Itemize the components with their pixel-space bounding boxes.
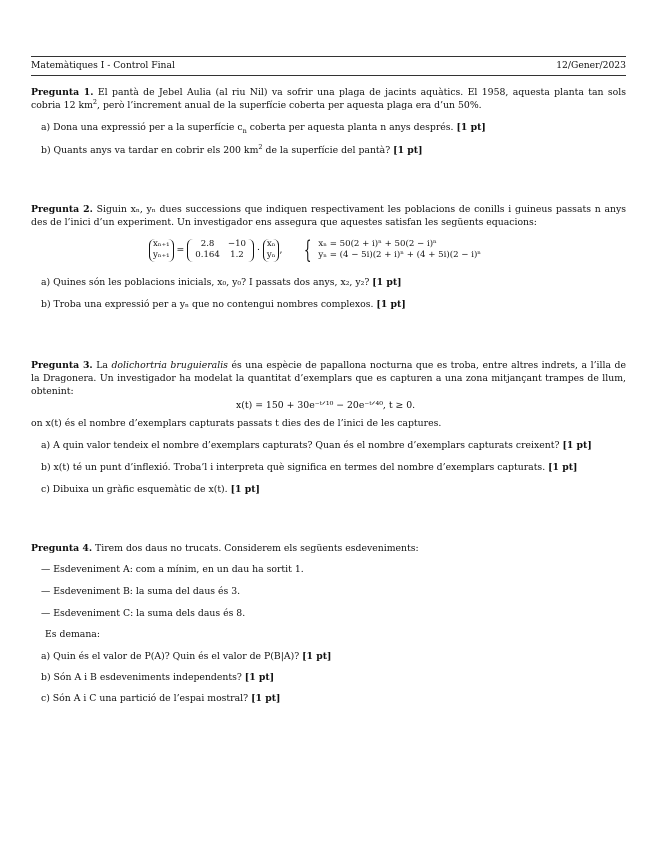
rhs-vector [263,239,280,262]
part-text: c) Dibuixa un gràfic esquemàtic de x(t). [41,484,228,495]
question-1-text-b: , però l’increment anual de la superfície coberta per aquesta plaga era d’un 50%. [97,99,482,111]
event-c: — Esdeveniment C: la suma dels daus és 8. [41,608,246,619]
points-label: [1 pt] [376,299,406,310]
question-3-text-a: La [92,360,112,371]
points-label: [1 pt] [393,145,423,156]
solution-system [318,239,481,262]
part-text: b) Quants anys va tardar en cobrir els 200 km [41,145,259,156]
points-label: [1 pt] [372,277,402,288]
question-2-text: Siguin xₙ, yₙ dues successions que indiquen respectivament les poblacions de conills i guineus passats n anys des de l’inici d’un experiment. Un investigador ens assegura que aquestes satisfan les següents equacions: [31,204,627,228]
superscript: 2 [258,142,263,151]
question-1-statement [31,87,626,113]
superscript: 2 [92,97,98,106]
part-text: a) Dona una expressió per a la superfície c [41,122,243,133]
page-header [31,56,626,76]
question-3-after: on x(t) és el nombre d’exemplars capturats passats t dies des de l’inici de les captures. [31,418,442,429]
part-text: a) Quines són les poblacions inicials, x₀, y₀? I passats dos anys, x₂, y₂? [41,277,370,288]
m10: 0.164 [195,250,220,260]
yn: yₙ [266,250,276,260]
part-text: a) A quin valor tendeix el nombre d’exemplars capturats? Quan és el nombre d’exemplars capturats creixent? [41,440,560,451]
question-4-part-b [41,672,274,684]
part-text: coberta per aquesta planta n anys després. [246,122,454,133]
m11: 1.2 [230,250,244,260]
m01: −10 [227,238,247,249]
question-2-statement [31,204,626,230]
m00: 2.8 [200,238,215,249]
brace: { [303,236,312,264]
sys2: yₙ = (4 − 5i)(2 + i)ⁿ + (4 + 5i)(2 − i)ⁿ [318,250,482,260]
points-label: [1 pt] [251,693,281,704]
asks-label: Es demana: [45,629,100,640]
question-3-statement [31,360,626,398]
points-label: [1 pt] [244,672,275,683]
part-text: b) Troba una expressió per a yₙ que no contengui nombres complexos. [41,299,374,310]
matrix-equation: xₙ₊₁ yₙ₊₁ = 2.8 −10 0.164 1.2 · xₙ yₙ , { xₙ = 50(2 + i)ⁿ + 50(2 − i)ⁿ yₙ = (4 − 5i)(2 + i)ⁿ + (4 + 5i)(2 − i)ⁿ [149,238,481,262]
points-label: [1 pt] [302,651,332,662]
part-text: de la superfície del pantà? [262,145,391,156]
question-3-text-b: és una espècie de papallona nocturna que es troba, entre altres indrets, a l’illa de la Dragonera. Un investigador ha modelat la quantitat d’exemplars que es capturen a una zona mitjançant trampes de llum, obtenint: [31,360,626,397]
model-equation: x(t) = 150 + 30e⁻ᵗᐟ¹⁰ − 20e⁻ᵗᐟ⁴⁰, t ≥ 0. [236,400,416,411]
question-1-part-a [41,122,486,134]
subscript: n [242,126,247,135]
species-name: dolichortria bruguieralis [111,360,228,371]
question-4-text: Tirem dos daus no trucats. Considerem els següents esdeveniments: [92,543,419,554]
part-text: b) Són A i B esdeveniments independents? [41,672,242,683]
question-4-part-a [41,651,331,663]
question-1-text-a: El pantà de Jebel Aulia (al riu Nil) va sofrir una plaga de jacints aquàtics. El 1958, aquesta planta tan sols cobria 12 km [31,87,626,111]
sys1: xₙ = 50(2 + i)ⁿ + 50(2 − i)ⁿ [318,238,437,249]
question-3-part-b [41,462,577,474]
event-b: — Esdeveniment B: la suma del daus és 3. [41,586,241,597]
question-4-part-c [41,693,280,705]
question-3-part-a [41,440,592,452]
question-2-title: Pregunta 2. [31,204,93,215]
question-2-part-b [41,299,406,311]
question-3-title: Pregunta 3. [31,360,93,371]
question-2-part-a [41,277,402,289]
part-text: c) Són A i C una partició de l’espai mostral? [41,693,249,704]
lhs-vector [149,239,174,262]
xn: xₙ [266,238,276,249]
xn1: xₙ₊₁ [153,238,170,249]
course-title: Matemàtiques I - Control Final [31,60,175,71]
points-label: [1 pt] [456,122,486,133]
yn1: yₙ₊₁ [153,250,170,260]
part-text: a) Quin és el valor de P(A)? Quin és el valor de P(B|A)? [41,651,300,662]
points-label: [1 pt] [548,462,578,473]
question-1-part-b [41,142,423,157]
coefficient-matrix [187,239,254,262]
exam-page [31,0,626,848]
question-4-statement [31,543,626,556]
exam-date: 12/Gener/2023 [556,60,626,71]
points-label: [1 pt] [562,440,592,451]
question-4-title: Pregunta 4. [31,543,93,554]
points-label: [1 pt] [230,484,260,495]
event-a: — Esdeveniment A: com a mínim, en un dau ha sortit 1. [41,564,304,575]
part-text: b) x(t) té un punt d’inflexió. Troba’l i interpreta què significa en termes del nombre d’exemplars capturats. [41,462,546,473]
question-3-part-c [41,484,260,496]
question-1-title: Pregunta 1. [31,87,94,98]
